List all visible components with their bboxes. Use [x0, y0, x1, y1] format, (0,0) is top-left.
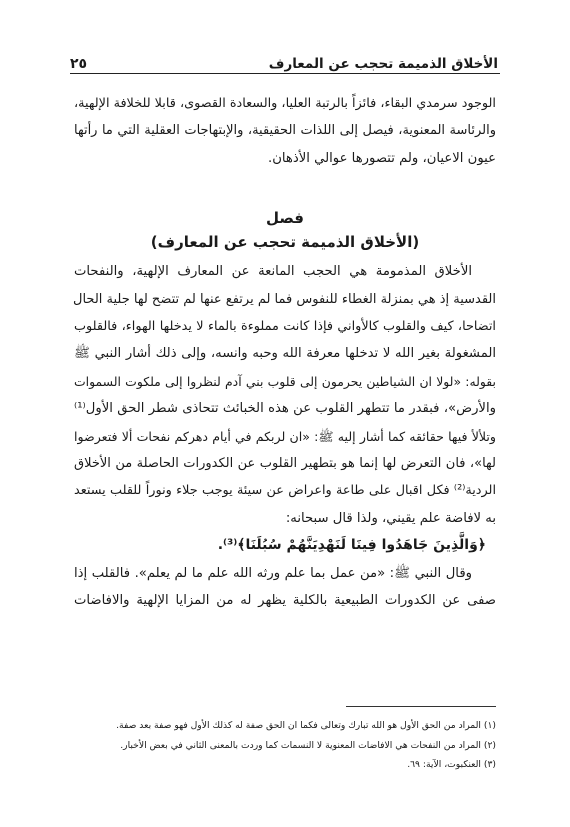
header-rule — [70, 73, 500, 74]
text-line: صفى عن الكدورات الطبيعية بالكلية يظهر له من المزايا الإلهية والافاضات — [74, 593, 496, 609]
text-line: المشغولة بغير الله لا تدخلها معرفة الله وحبه وانسه، وإلى ذلك أشار النبي ﷺ — [74, 346, 496, 362]
page-number: ٢٥ — [70, 56, 88, 72]
intro-paragraph — [74, 90, 496, 172]
footnote-1: (١) المراد من الحق الأول هو الله تبارك وتعالى فكما ان الحق صفة له كذلك الأول فهو صفة بعد صفة. — [116, 720, 496, 731]
footnote-divider — [346, 706, 496, 707]
text-line: الردية⁽²⁾ فكل اقبال على طاعة واعراض عن سيئة يوجب جلاء ونوراً للقلب يستعد — [74, 483, 496, 499]
body-paragraph — [74, 258, 496, 532]
text-line: القدسية إذ هي بمنزلة الغطاء للنفوس فما لم يرتفع عنها لم تتضح لها جلية الحال — [73, 291, 496, 307]
footnotes — [74, 716, 496, 775]
main-text — [74, 90, 496, 615]
text-line: وقال النبي ﷺ: «من عمل بما علم ورثه الله علم ما لم يعلم». فالقلب إذا — [74, 565, 472, 581]
section-heading: فصل — [266, 209, 304, 228]
text-line: بقوله: «لولا ان الشياطين يحرمون إلى قلوب بني آدم لنظروا إلى ملكوت السموات — [74, 373, 496, 389]
closing-paragraph — [74, 560, 496, 615]
text-line: اتضاحا، كيف والقلوب كالأواني فإذا كانت مملوءة بالماء لا يدخلها الهواء، فالقلوب — [74, 319, 496, 335]
header-title: الأخلاق الذميمة تحجب عن المعارف — [268, 56, 498, 72]
text-line: وتلألأ فيها حقائقه كما أشار إليه ﷺ: «ان لربكم في أيام دهركم نفحات ألا فتعرضوا — [74, 428, 496, 444]
text-line: الوجود سرمدي البقاء، فائزاً بالرتبة العليا، والسعادة القصوى، قابلا للخلافة الإلهية، — [74, 96, 496, 111]
footnote-2: (٢) المراد من النفحات هي الافاضات المعنوية لا النسمات كما وردت بالمعنى الثاني في بعض الأخبار. — [120, 739, 496, 751]
text-line: الأخلاق المذمومة هي الحجب المانعة عن المعارف الإلهية، والنفحات — [74, 264, 472, 280]
section-subheading: (الأخلاق الذميمة تحجب عن المعارف) — [150, 233, 420, 252]
text-line: والأرض»، فبقدر ما تتطهر القلوب عن هذه الخبائث تتحاذى شطر الحق الأول⁽¹⁾ — [74, 401, 496, 417]
text-line: به لافاضة علم يقيني، ولذا قال سبحانه: — [285, 510, 496, 526]
text-line: والرئاسة المعنوية، فيصل إلى اللذات الحقيقية، والإبتهاجات العقلية التي ما رأتها — [74, 123, 496, 139]
text-line: لها»، فان التعرض لها إنما هو بتطهير القلوب عن الكدورات الحاصلة من الأخلاق — [74, 456, 496, 472]
text-line: عيون الاعيان، ولم تتصورها عوالي الأذهان. — [268, 150, 496, 166]
footnote-3: (٣) العنكبوت، الآية: ٦٩. — [407, 759, 496, 770]
quran-verse: ﴿وَالَّذِينَ جَاهَدُوا فِينَا لَنَهْدِيَنَّهُمْ سُبُلَنَا﴾⁽³⁾. — [217, 537, 486, 554]
running-header — [70, 46, 498, 72]
